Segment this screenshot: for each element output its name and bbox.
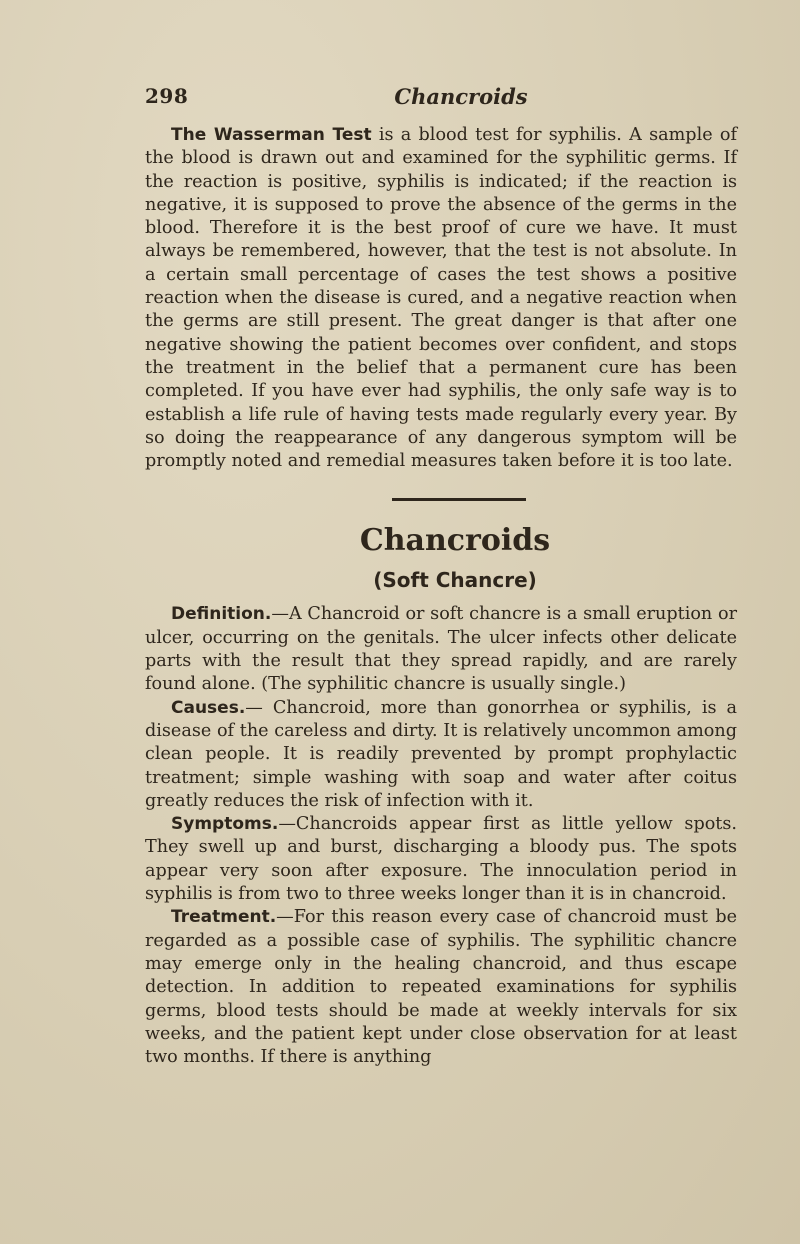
symptoms-paragraph — [145, 813, 737, 906]
book-page — [145, 84, 737, 1069]
paragraph-lead: The Wasserman Test — [171, 125, 372, 145]
paragraph-text: —For this reason every case of chancroid must be regarded as a possible case of syphilis. The syphilitic chancre may emerge only in the healing chancroid, and thus escape detection. In addition to repeated examinations for syphilis germs, blood tests should be made at weekly intervals for six weeks, and the patient kept under close observation for at least two months. If there is anything — [145, 907, 737, 1068]
running-title: Chancroids — [394, 84, 528, 109]
page-number: 298 — [145, 84, 189, 108]
paragraph-lead: Causes. — [171, 697, 246, 718]
paragraph-lead: Treatment. — [171, 907, 277, 928]
running-head — [145, 84, 737, 124]
paragraph-lead: Symptoms. — [171, 814, 279, 835]
paragraph-text: —A Chancroid or soft chancre is a small eruption or ulcer, occurring on the genitals. The ulcer infects other delicate parts with the result that they spread rapidly, and are rarely found alone. (The syphilitic chancre is usually single.) — [145, 604, 737, 695]
section-title: Chancroids — [359, 523, 551, 559]
wasserman-paragraph — [145, 124, 737, 473]
treatment-paragraph — [145, 906, 737, 1069]
section-divider — [392, 498, 526, 501]
causes-paragraph — [145, 697, 737, 813]
paragraph-text: —Chancroids appear first as little yellow spots. They swell up and burst, discharging a bloody pus. The spots appear very soon after exposure. The innoculation period in syphilis is from two to three weeks longer than it is in chancroid. — [145, 814, 737, 905]
paragraph-lead: Definition. — [171, 604, 272, 625]
paragraph-text: — Chancroid, more than gonorrhea or syphilis, is a disease of the careless and dirty. It is relatively uncommon among clean people. It is readily prevented by prompt prophylactic treatment; simple washing with soap and water after coitus greatly reduces the risk of infection with it. — [145, 697, 737, 811]
definition-paragraph — [145, 603, 737, 696]
section-subtitle: (Soft Chancre) — [373, 568, 537, 593]
paragraph-text: is a blood test for syphilis. A sample of the blood is drawn out and examined for the syphilitic germs. If the reaction is positive, syphilis is indicated; if the reaction is negative, it is supposed to prove the absence of the germs in the blood. Therefore it is the best proof of cure we have. It must always be remembered, however, that the test is not absolute. In a certain small percentage of cases the test shows a positive reaction when the disease is cured, and a negative reaction when the germs are still present. The great danger is that after one negative showing the patient becomes over confident, and stops the treatment in the belief that a permanent cure has been completed. If you have ever had syphilis, the only safe way is to establish a life rule of having tests made regularly every year. By so doing the reappearance of any dangerous symptom will be promptly noted and remedial measures taken before it is too late. — [145, 125, 737, 472]
